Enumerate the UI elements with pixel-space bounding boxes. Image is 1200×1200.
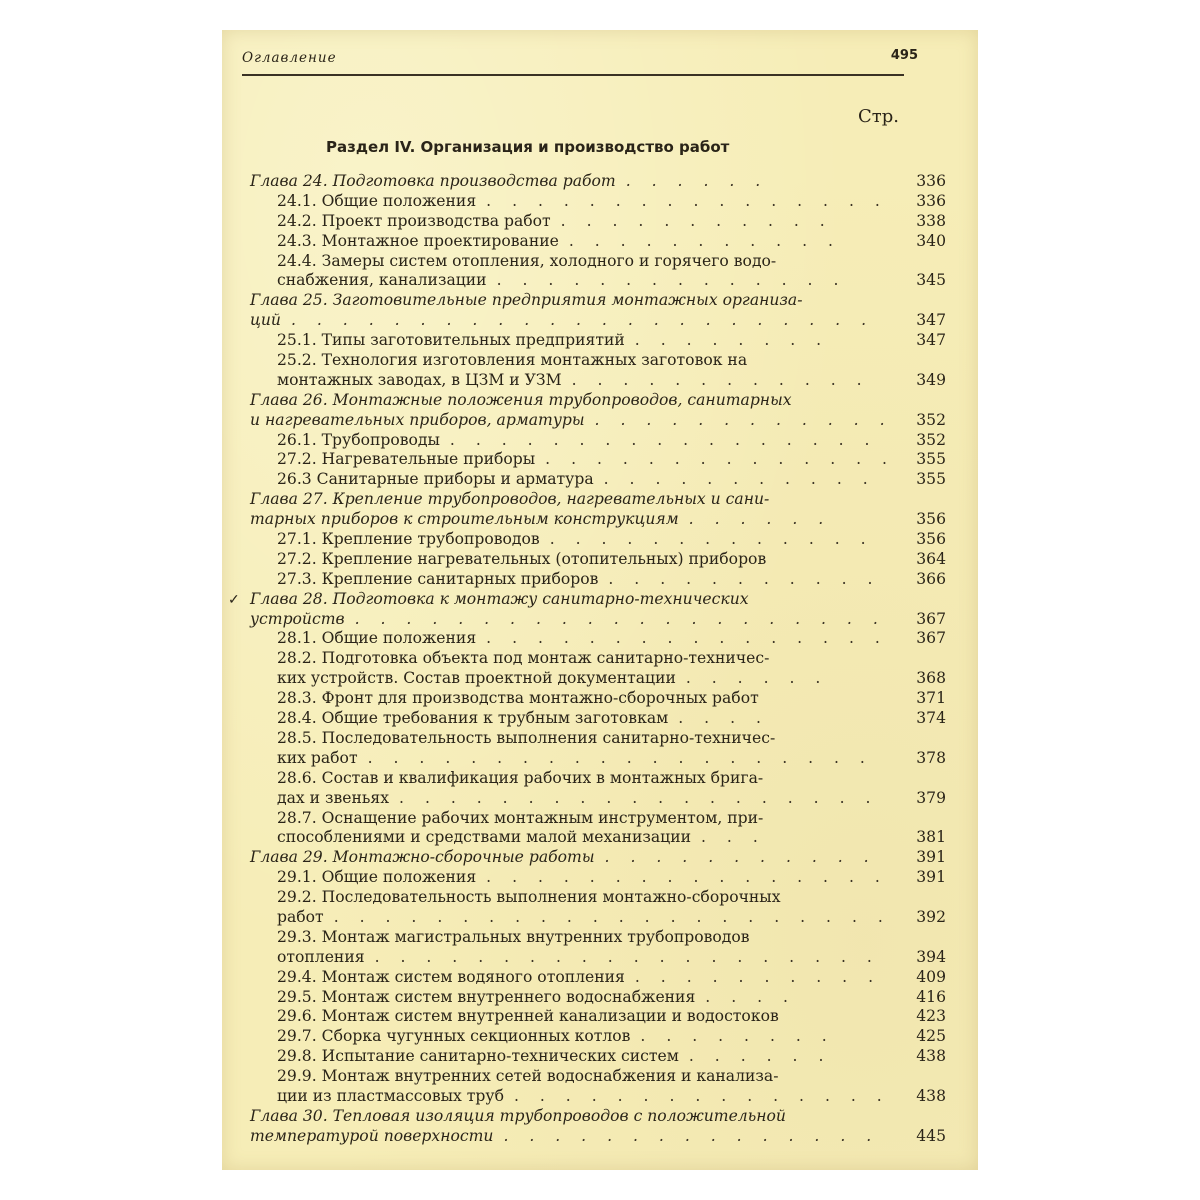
toc-page-number: 356 [916, 510, 946, 529]
toc-entry [250, 748, 946, 769]
toc-entry [250, 809, 902, 829]
toc-entry [250, 1007, 946, 1027]
dot-leader: . . . . . . . . [640, 1027, 835, 1046]
toc-entry [250, 1067, 902, 1087]
dot-leader: . . . . . . . . . . . . . . . [503, 1126, 880, 1145]
toc-chapter [250, 490, 902, 510]
toc-entry-text: 26.3 Санитарные приборы и арматура [277, 470, 594, 489]
toc-chapter [250, 410, 946, 431]
toc-entry-text: температурой поверхности [250, 1126, 494, 1145]
section-title: Раздел IV. Организация и производство работ [326, 138, 730, 156]
toc-entry [250, 928, 902, 948]
toc-entry-text: 26.1. Трубопроводы [277, 430, 440, 449]
toc-page-number: 374 [916, 709, 946, 728]
toc-page-number: 336 [916, 191, 946, 210]
dot-leader: . . . . . . . . . . . . . . [545, 450, 896, 469]
dot-leader: . . . . . . . . [634, 331, 830, 350]
dot-leader: . . . . . . . . . . . . . . . . . . . . . . [333, 907, 891, 926]
toc-entry [250, 549, 946, 570]
toc-page-number: 349 [916, 370, 946, 389]
toc-entry [250, 1086, 946, 1107]
toc-entry [250, 888, 902, 908]
dot-leader: . . . . [705, 987, 796, 1006]
toc-entry-text: ции из пластмассовых труб [277, 1086, 504, 1105]
toc-entry [250, 191, 946, 212]
page-number: 495 [890, 48, 918, 63]
toc-chapter [250, 848, 946, 868]
toc-entry-text: устройств [250, 609, 345, 628]
header-rule [242, 74, 904, 76]
running-title: Оглавление [242, 50, 337, 66]
toc-entry-text: Глава 24. Подготовка производства работ [250, 172, 616, 190]
toc-page-number: 364 [916, 549, 946, 568]
toc-entry [250, 987, 946, 1008]
toc-page-number: 438 [916, 1086, 946, 1105]
running-header [242, 48, 918, 70]
toc-page-number: 338 [916, 211, 946, 230]
toc-entry-text: 28.7. Оснащение рабочих монтажным инструментом, при- [277, 808, 764, 827]
toc-entry-text: Глава 25. Заготовительные предприятия монтажных организа- [250, 291, 803, 310]
toc-entry-text: Глава 29. Монтажно-сборочные работы [250, 848, 595, 867]
toc-page-number: 391 [916, 868, 946, 887]
toc-page-number: 368 [916, 669, 946, 688]
toc-entry-text: 25.2. Технология изготовления монтажных заготовок на [277, 351, 748, 370]
toc-page-number: 355 [916, 450, 946, 469]
page-column-label: Стр. [858, 106, 899, 127]
toc-entry-text: 27.3. Крепление санитарных приборов [277, 569, 599, 588]
toc-entry-text: 29.9. Монтаж внутренних сетей водоснабжения и канализа- [277, 1067, 779, 1086]
toc-entry [250, 689, 946, 709]
dot-leader: . . . [701, 828, 766, 847]
table-of-contents [228, 172, 946, 1147]
toc-entry-text: 29.8. Испытание санитарно-технических систем [277, 1047, 679, 1066]
toc-entry [250, 231, 946, 252]
dot-leader: . . . . . . . . . . . . . . . . . . . . [367, 748, 873, 767]
toc-entry-text: 25.1. Типы заготовительных предприятий [277, 331, 625, 350]
toc-chapter [250, 1126, 946, 1147]
toc-page-number: 355 [916, 470, 946, 489]
toc-entry [250, 649, 902, 669]
toc-entry-text: 27.1. Крепление трубопроводов [277, 530, 540, 549]
toc-page-number: 391 [916, 848, 946, 867]
toc-entry-text: 24.1. Общие положения [277, 191, 477, 210]
toc-entry-text: ких устройств. Состав проектной документации [277, 669, 676, 688]
toc-page-number: 425 [916, 1027, 946, 1046]
book-page [222, 30, 978, 1170]
toc-entry [250, 1027, 946, 1047]
toc-chapter [250, 172, 946, 192]
toc-chapter [250, 1107, 902, 1127]
toc-page-number: 336 [916, 172, 946, 190]
toc-entry [250, 629, 946, 649]
dot-leader: . . . . . . . . . . . [560, 211, 833, 230]
toc-entry-text: и нагревательных приборов, арматуры [250, 410, 585, 429]
toc-page-number: 340 [916, 231, 946, 250]
toc-entry-text: ций [250, 311, 281, 330]
check-mark-icon: ✓ [228, 591, 240, 608]
toc-page-number: 366 [916, 569, 946, 588]
toc-chapter [228, 589, 902, 610]
toc-entry [250, 709, 946, 729]
toc-entry-text: тарных приборов к строительным конструкциям [250, 510, 679, 529]
toc-entry [250, 1047, 946, 1067]
toc-entry-text: 29.3. Монтаж магистральных внутренних трубопроводов [277, 927, 750, 946]
toc-page-number: 356 [916, 530, 946, 549]
toc-page-number: 352 [916, 430, 946, 449]
toc-entry-text: 28.1. Общие положения [277, 629, 477, 648]
toc-entry-text: монтажных заводах, в ЦЗМ и УЗМ [277, 370, 562, 389]
toc-entry [250, 947, 946, 968]
dot-leader: . . . . . . . . . . . [608, 569, 881, 588]
dot-leader: . . . . . . . . . . . [568, 231, 841, 250]
toc-page-number: 394 [916, 947, 946, 966]
toc-page-number: 352 [916, 410, 946, 429]
toc-entry-text: Глава 28. Подготовка к монтажу санитарно-технических [250, 589, 749, 608]
dot-leader: . . . . . . . . . . . . [571, 370, 870, 389]
toc-entry-text: 27.2. Нагревательные приборы [277, 450, 536, 469]
toc-entry-text: 24.3. Монтажное проектирование [277, 231, 559, 250]
toc-entry [250, 669, 946, 689]
toc-entry-text: 29.4. Монтаж систем водяного отопления [277, 967, 625, 986]
toc-chapter [250, 510, 946, 530]
dot-leader: . . . . . . . . . . . . . . . . . . . . . [354, 609, 886, 628]
dot-leader: . . . . . . . . . . . . . [549, 530, 874, 549]
toc-page-number: 347 [916, 331, 946, 350]
dot-leader: . . . . . . . . . . . . . . . . . . . . . . . [290, 311, 875, 330]
toc-chapter [250, 391, 902, 411]
dot-leader: . . . . . . . . . . . [604, 848, 877, 867]
toc-chapter [250, 291, 902, 311]
toc-entry-text: 24.2. Проект производства работ [277, 211, 551, 230]
toc-entry-text: Глава 27. Крепление трубопроводов, нагревательных и сани- [250, 490, 770, 509]
toc-entry-text: 28.3. Фронт для производства монтажно-сборочных работ [277, 689, 759, 708]
toc-page-number: 347 [916, 311, 946, 330]
toc-entry [250, 252, 902, 272]
toc-entry-text: ких работ [277, 748, 358, 767]
toc-page-number: 392 [916, 907, 946, 926]
dot-leader: . . . . . . [688, 510, 832, 529]
toc-entry-text: Глава 26. Монтажные положения трубопроводов, санитарных [250, 390, 792, 409]
dot-leader: . . . . . . . . . . . . . . . . [486, 868, 888, 887]
dot-leader: . . . . . . . . . . . . . . . [513, 1086, 890, 1105]
toc-page-number: 409 [916, 967, 946, 986]
toc-entry [250, 331, 946, 351]
dot-leader: . . . . . . . . . . . . . . [496, 271, 847, 290]
toc-entry-text: 28.4. Общие требования к трубным заготовкам [277, 709, 669, 728]
toc-entry [250, 430, 946, 451]
toc-entry-text: 29.2. Последовательность выполнения монтажно-сборочных [277, 888, 781, 907]
dot-leader: . . . . . . [685, 669, 829, 688]
dot-leader: . . . . . . . . . . . . [594, 410, 893, 429]
toc-page-number: 371 [916, 689, 946, 708]
dot-leader: . . . . . . [688, 1047, 832, 1066]
toc-page-number: 445 [916, 1126, 946, 1145]
toc-entry [250, 351, 902, 371]
dot-leader: . . . . [678, 709, 769, 728]
toc-page-number: 367 [916, 609, 946, 628]
toc-page-number: 367 [916, 629, 946, 648]
toc-entry-text: работ [277, 907, 324, 926]
toc-entry [250, 967, 946, 988]
toc-entry-text: 29.1. Общие положения [277, 868, 477, 887]
toc-entry-text: 29.7. Сборка чугунных секционных котлов [277, 1027, 631, 1046]
toc-entry [250, 907, 946, 928]
toc-entry [250, 828, 946, 848]
toc-entry [250, 370, 946, 391]
toc-entry [250, 530, 946, 550]
toc-entry [250, 271, 946, 291]
toc-page-number: 416 [916, 987, 946, 1006]
toc-entry-text: Глава 30. Тепловая изоляция трубопроводов с положительной [250, 1106, 786, 1125]
toc-entry-text: 29.6. Монтаж систем внутренней канализации и водостоков [277, 1007, 779, 1026]
dot-leader: . . . . . . . . . . . . . . . . [486, 629, 888, 648]
toc-page-number: 379 [916, 788, 946, 807]
toc-entry-text: 29.5. Монтаж систем внутреннего водоснабжения [277, 987, 696, 1006]
toc-page-number: 345 [916, 271, 946, 290]
toc-entry [250, 769, 902, 789]
toc-page-number: 438 [916, 1047, 946, 1066]
toc-entry-text: отопления [277, 947, 365, 966]
toc-page-number: 381 [916, 828, 946, 847]
toc-entry [250, 470, 946, 490]
toc-entry [250, 868, 946, 888]
dot-leader: . . . . . . . . . . . . . . . . . [449, 430, 878, 449]
toc-entry-text: дах и звеньях [277, 788, 390, 807]
toc-entry [250, 450, 946, 470]
toc-chapter [250, 311, 946, 331]
toc-entry-text: 28.5. Последовательность выполнения санитарно-техничес- [277, 728, 776, 747]
dot-leader: . . . . . . . . . . . [603, 470, 876, 489]
toc-chapter [250, 609, 946, 630]
toc-entry-text: 28.6. Состав и квалификация рабочих в монтажных брига- [277, 768, 764, 787]
toc-entry-text: снабжения, канализации [277, 271, 487, 290]
toc-entry [250, 569, 946, 590]
dot-leader: . . . . . . [625, 172, 769, 190]
dot-leader: . . . . . . . . . . . . . . . . . . . . [374, 947, 880, 966]
toc-page-number: 423 [916, 1007, 946, 1026]
dot-leader: . . . . . . . . . . [634, 967, 882, 986]
toc-entry-text: 24.4. Замеры систем отопления, холодного и горячего водо- [277, 251, 777, 270]
toc-entry [250, 788, 946, 809]
toc-entry [250, 729, 902, 749]
toc-page-number: 378 [916, 748, 946, 767]
dot-leader: . . . . . . . . . . . . . . . . . . . [399, 788, 879, 807]
toc-entry-text: 28.2. Подготовка объекта под монтаж санитарно-техничес- [277, 649, 770, 668]
toc-entry-text: способлениями и средствами малой механизации [277, 828, 691, 847]
toc-entry-text: 27.2. Крепление нагревательных (отопительных) приборов [277, 549, 767, 568]
toc-entry [250, 211, 946, 232]
dot-leader: . . . . . . . . . . . . . . . . [486, 191, 888, 210]
